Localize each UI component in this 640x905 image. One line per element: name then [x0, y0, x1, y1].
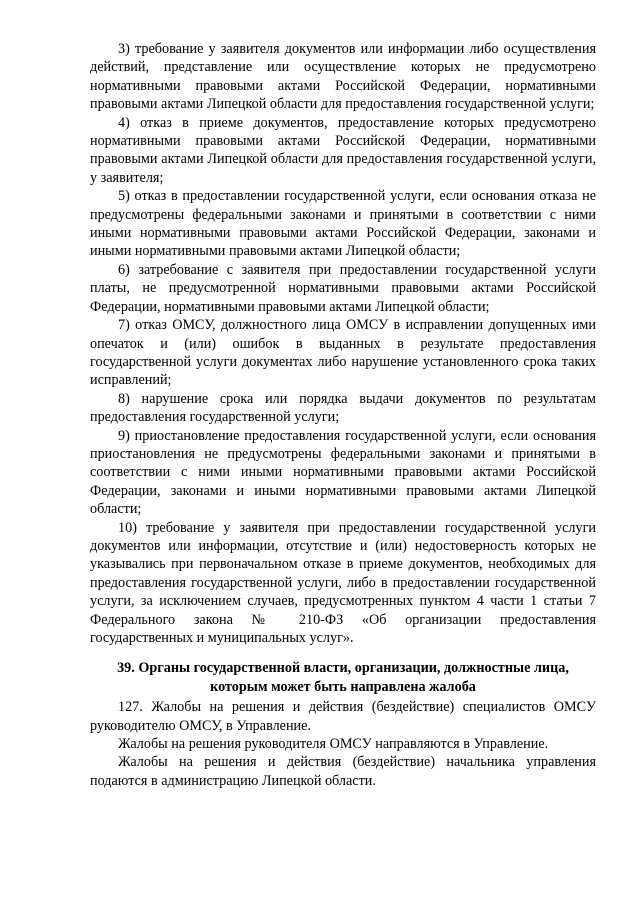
section-paragraph: 127. Жалобы на решения и действия (бездействие) специалистов ОМСУ руководителю ОМСУ, в Управление.: [90, 699, 596, 734]
section-paragraph: Жалобы на решения и действия (бездействие) начальника управления подаются в администрацию Липецкой области.: [90, 754, 596, 789]
list-item: 4) отказ в приеме документов, предоставление которых предусмотрено нормативными правовыми актами Российской Федерации, нормативными правовыми актами Липецкой области для предоставления государственной услуги, у заявителя;: [90, 114, 596, 186]
document-page: [90, 40, 596, 790]
list-item: 5) отказ в предоставлении государственной услуги, если основания отказа не предусмотрены федеральными законами и принятыми в соответствии с ними иными нормативными правовыми актами Российской Федерации, законами и иными нормативными правовыми актами Липецкой области;: [90, 188, 596, 260]
section-paragraph: Жалобы на решения руководителя ОМСУ направляются в Управление.: [118, 736, 549, 753]
list-item: 6) затребование с заявителя при предоставлении государственной услуги платы, не предусмотренной нормативными правовыми актами Российской Федерации, нормативными правовыми актами Липецкой области;: [90, 261, 596, 315]
list-item: 3) требование у заявителя документов или информации либо осуществления действий, представление или осуществление которых не предусмотрено нормативными правовыми актами Российской Федерации, нормативными правовыми актами Липецкой области для предоставления государственной услуги;: [90, 41, 596, 113]
section-heading: 39. Органы государственной власти, организации, должностные лица, которым может быть направлена жалоба: [117, 660, 569, 695]
list-item: 9) приостановление предоставления государственной услуги, если основания приостановления не предусмотрены федеральными законами и принятыми в соответствии с ними иными нормативными правовыми актами Российской Федерации, законами и иными нормативными правовыми актами Липецкой области;: [90, 427, 596, 518]
list-item: 7) отказ ОМСУ, должностного лица ОМСУ в исправлении допущенных ими опечаток и (или) ошибок в выданных в результате предоставления государственной услуги документах либо нарушение установленного срока таких исправлений;: [90, 317, 596, 389]
list-item: 10) требование у заявителя при предоставлении государственной услуги документов или информации, отсутствие и (или) недостоверность которых не указывались при первоначальном отказе в приеме документов, необходимых для предоставления государственной услуги, либо в предоставлении государственной услуги, за исключением случаев, предусмотренных пунктом 4 части 1 статьи 7 Федерального закона № 210-ФЗ «Об организации предоставления государственных и муниципальных услуг».: [90, 519, 596, 646]
list-item: 8) нарушение срока или порядка выдачи документов по результатам предоставления государственной услуги;: [90, 390, 596, 426]
